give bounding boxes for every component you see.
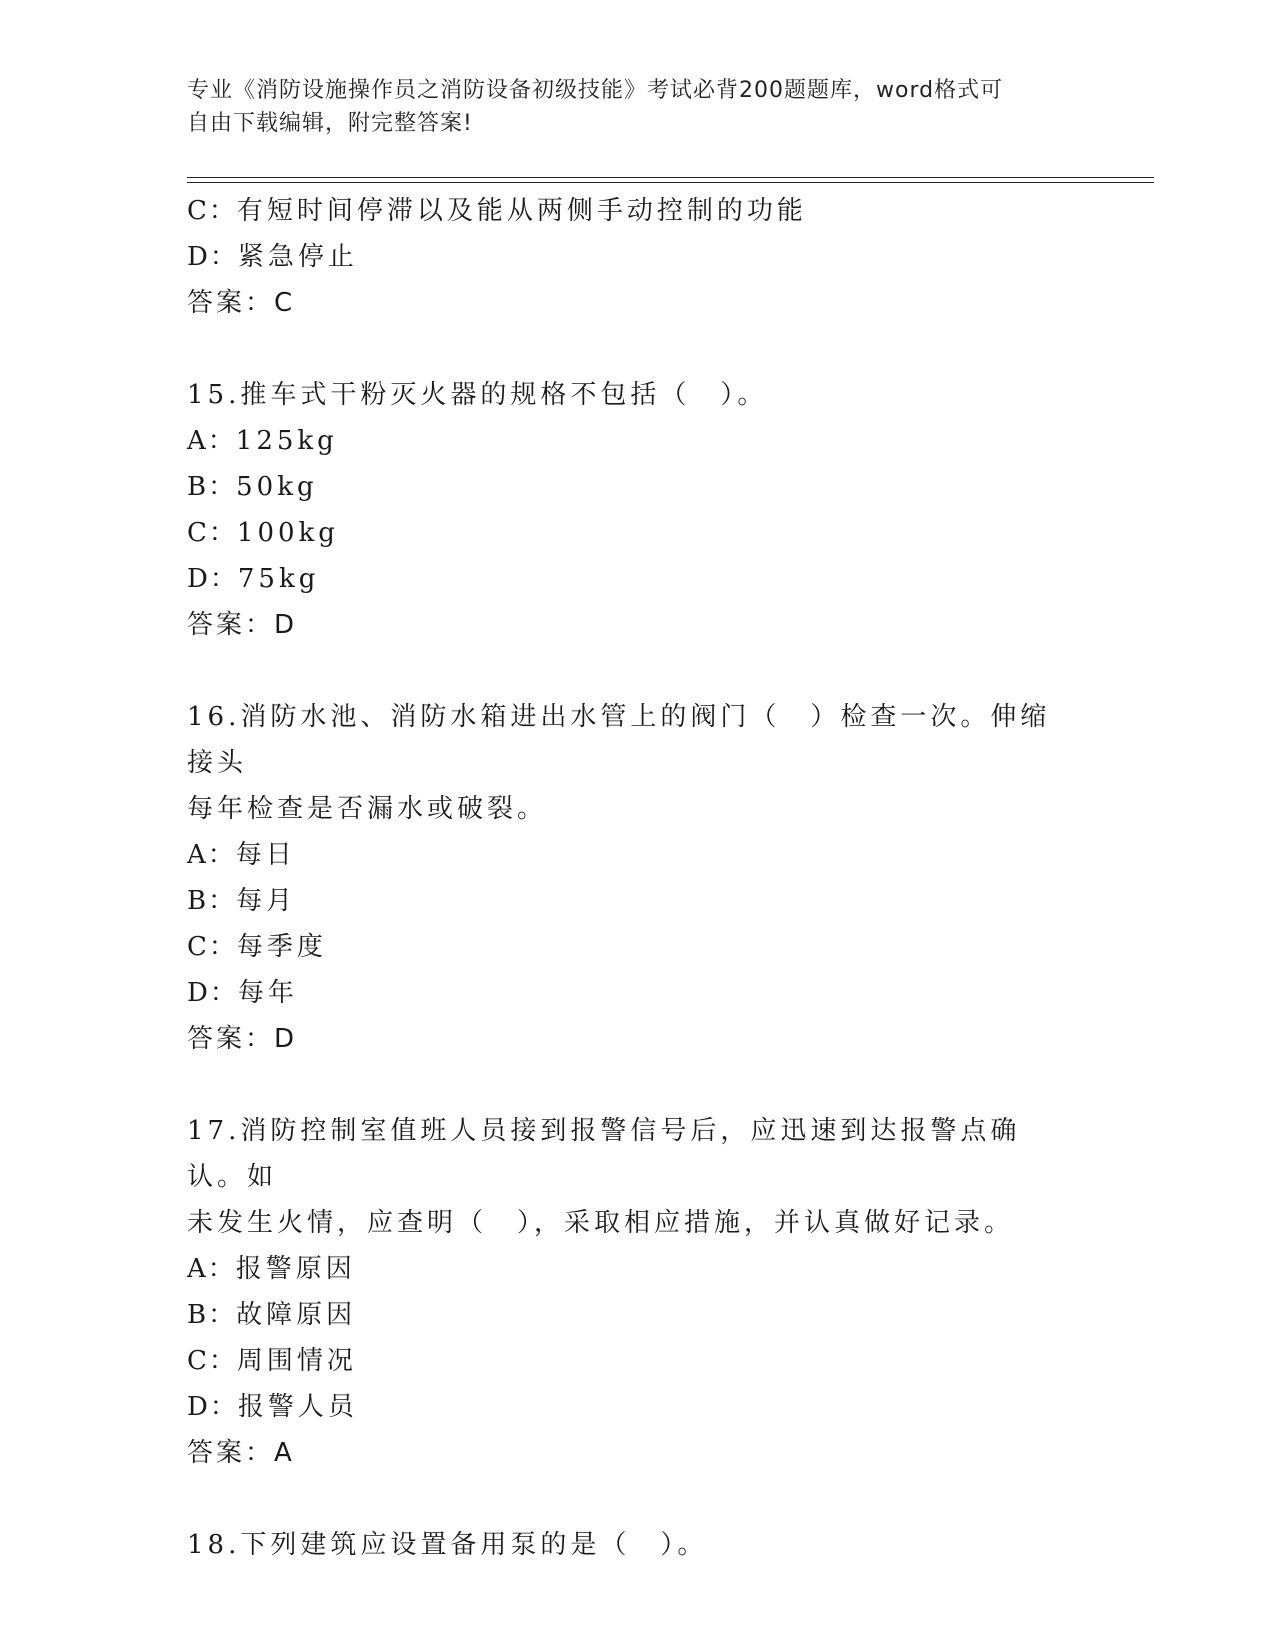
option-line: D：报警人员 xyxy=(187,1392,358,1422)
question-block-17 xyxy=(187,1108,1087,1476)
option-line: D：紧急停止 xyxy=(187,242,358,272)
header-divider-top xyxy=(187,177,1154,178)
option-line: A：报警原因 xyxy=(187,1254,356,1284)
question-text: 16.消防水池、消防水箱进出水管上的阀门（ ）检查一次。伸缩接头 每年检查是否漏水或破裂。 xyxy=(187,702,1051,824)
answer-line: 答案：D xyxy=(187,1024,298,1054)
question-text: 17.消防控制室值班人员接到报警信号后，应迅速到达报警点确认。如 未发生火情，应查明（ ），采取相应措施，并认真做好记录。 xyxy=(187,1116,1021,1238)
question-block-14-partial xyxy=(187,188,1087,326)
option-line: B：每月 xyxy=(187,886,297,916)
option-line: C：有短时间停滞以及能从两侧手动控制的功能 xyxy=(187,196,807,226)
option-line: B：故障原因 xyxy=(187,1300,357,1330)
document-header xyxy=(187,74,1067,140)
header-line-2: 自由下载编辑，附完整答案! xyxy=(187,111,473,136)
answer-line: 答案：D xyxy=(187,610,298,640)
answer-line: 答案：C xyxy=(187,288,296,318)
option-line: D：每年 xyxy=(187,978,298,1008)
question-text: 18.下列建筑应设置备用泵的是（ ）。 xyxy=(187,1530,708,1560)
header-line-1: 专业《消防设施操作员之消防设备初级技能》考试必背200题题库，word格式可 xyxy=(187,78,1004,103)
answer-line: 答案：A xyxy=(187,1438,295,1468)
option-line: B：50kg xyxy=(187,472,318,502)
option-line: A：125kg xyxy=(187,426,338,456)
question-block-15 xyxy=(187,372,1087,648)
option-line: C：周围情况 xyxy=(187,1346,357,1376)
option-line: C：100kg xyxy=(187,518,339,548)
question-block-18 xyxy=(187,1522,1087,1568)
option-line: C：每季度 xyxy=(187,932,327,962)
option-line: A：每日 xyxy=(187,840,296,870)
option-line: D：75kg xyxy=(187,564,320,594)
question-block-16 xyxy=(187,694,1087,1062)
question-content xyxy=(187,188,1087,1568)
question-text: 15.推车式干粉灭火器的规格不包括（ ）。 xyxy=(187,380,768,410)
header-divider-bottom xyxy=(187,182,1154,183)
